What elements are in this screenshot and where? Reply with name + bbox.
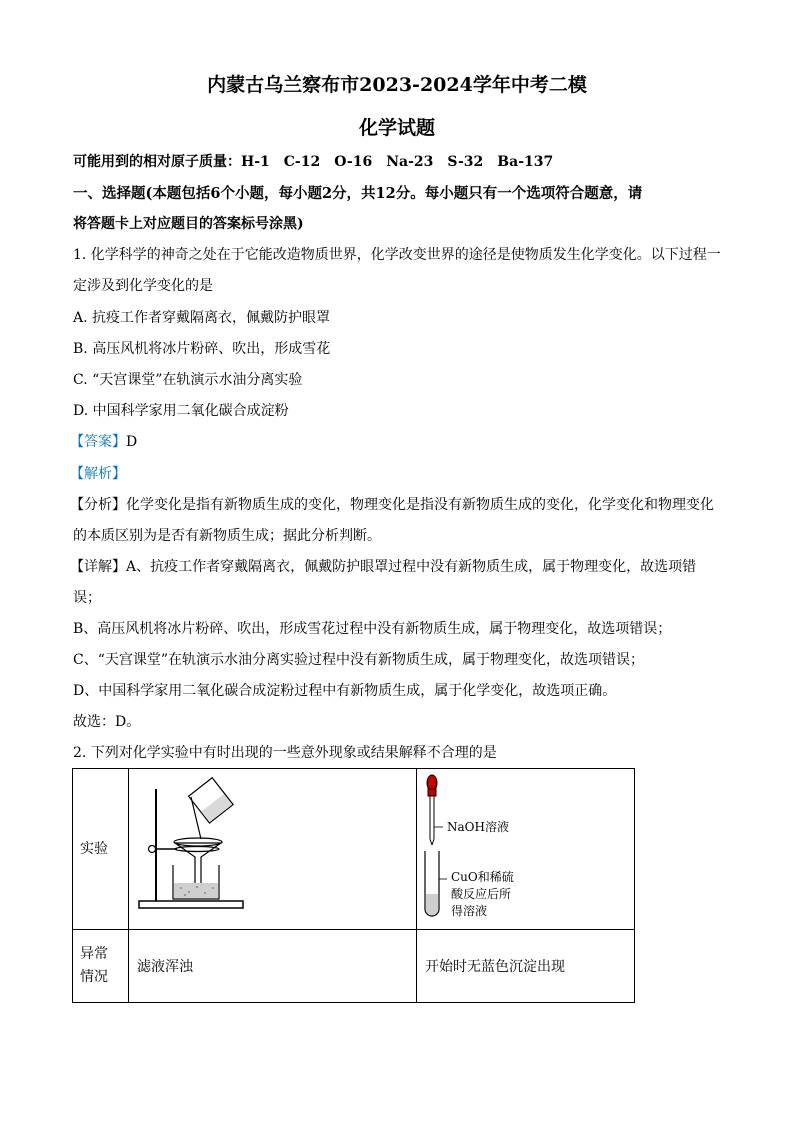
q1-detail-c: C、“天宫课堂”在轨演示水油分离实验过程中没有新物质生成，属于物理变化，故选项错误； bbox=[73, 652, 645, 668]
atomic-mass-line: 可能用到的相对原子质量：H-1 C-12 O-16 Na-23 S-32 Ba-137 bbox=[73, 154, 554, 170]
dropper-test-tube-figure bbox=[417, 769, 634, 925]
q1-option-a: A. 抗疫工作者穿戴隔离衣，佩戴防护眼罩 bbox=[73, 310, 331, 326]
row-label-abnormal bbox=[73, 930, 129, 1003]
xiangjie-tag: 【详解】 bbox=[70, 559, 126, 575]
precipitation-figure-cell bbox=[417, 769, 635, 930]
row-label-abnormal-line1: 异常 bbox=[80, 946, 108, 962]
q1-answer-line bbox=[70, 431, 137, 451]
section-heading-line1: 一、选择题(本题包括6个小题，每小题2分，共12分。每小题只有一个选项符合题意，请 bbox=[73, 185, 643, 202]
row-label-abnormal-line2: 情况 bbox=[80, 969, 108, 985]
solution-label-line1: CuO和稀硫 bbox=[451, 870, 514, 884]
q1-fenxi-line1 bbox=[70, 494, 714, 514]
xiangjie-text: A、抗疫工作者穿戴隔离衣，佩戴防护眼罩过程中没有新物质生成，属于物理变化，故选项错 bbox=[126, 559, 697, 575]
section-heading-line2: 将答题卡上对应题目的答案标号涂黑) bbox=[73, 216, 304, 232]
solution-label-line2: 酸反应后所 bbox=[451, 887, 512, 901]
q1-option-b: B. 高压风机将冰片粉碎、吹出，形成雪花 bbox=[73, 341, 331, 357]
q1-detail-d: D、中国科学家用二氧化碳合成淀粉过程中有新物质生成，属于化学变化，故选项正确。 bbox=[73, 683, 617, 699]
analysis-tag: 【解析】 bbox=[70, 466, 126, 482]
q1-conclusion: 故选：D。 bbox=[73, 714, 141, 730]
q1-stem-line2: 定涉及到化学变化的是 bbox=[73, 278, 213, 294]
fenxi-text: 化学变化是指有新物质生成的变化，物理变化是指没有新物质生成的变化，化学变化和物理变化 bbox=[126, 497, 714, 513]
answer-tag: 【答案】 bbox=[70, 434, 126, 450]
abnormal-b-cell: 开始时无蓝色沉淀出现 bbox=[417, 930, 635, 1003]
q1-fenxi-line2: 的本质区别为是否有新物质生成；据此分析判断。 bbox=[73, 528, 381, 544]
answer-value: D bbox=[126, 434, 138, 450]
solution-label-line3: 得溶液 bbox=[451, 904, 488, 918]
document-title: 内蒙古乌兰察布市2023-2024学年中考二模 bbox=[207, 74, 587, 96]
q2-table bbox=[72, 768, 635, 1003]
filtration-apparatus-figure bbox=[129, 769, 416, 925]
naoh-label: NaOH溶液 bbox=[447, 820, 509, 834]
q1-stem-line1: 1. 化学科学的神奇之处在于它能改造物质世界，化学改变世界的途径是使物质发生化学变化。以下过程一 bbox=[73, 247, 721, 263]
q1-option-c: C. “天宫课堂”在轨演示水油分离实验 bbox=[73, 372, 303, 388]
q2-stem: 2. 下列对化学实验中有时出现的一些意外现象或结果解释不合理的是 bbox=[73, 745, 497, 761]
document-subtitle: 化学试题 bbox=[358, 117, 435, 139]
q1-xiangjie-line2: 误； bbox=[73, 590, 101, 606]
q1-option-d: D. 中国科学家用二氧化碳合成淀粉 bbox=[73, 403, 289, 419]
q2-row-experiment bbox=[73, 769, 635, 930]
q1-detail-b: B、高压风机将冰片粉碎、吹出，形成雪花过程中没有新物质生成，属于物理变化，故选项错误； bbox=[73, 621, 672, 637]
abnormal-a-cell: 滤液浑浊 bbox=[129, 930, 417, 1003]
row-label-experiment: 实验 bbox=[73, 769, 129, 930]
q2-row-abnormal bbox=[73, 930, 635, 1003]
q1-xiangjie-line1 bbox=[70, 556, 696, 576]
fenxi-tag: 【分析】 bbox=[70, 497, 126, 513]
filtration-figure-cell bbox=[129, 769, 417, 930]
